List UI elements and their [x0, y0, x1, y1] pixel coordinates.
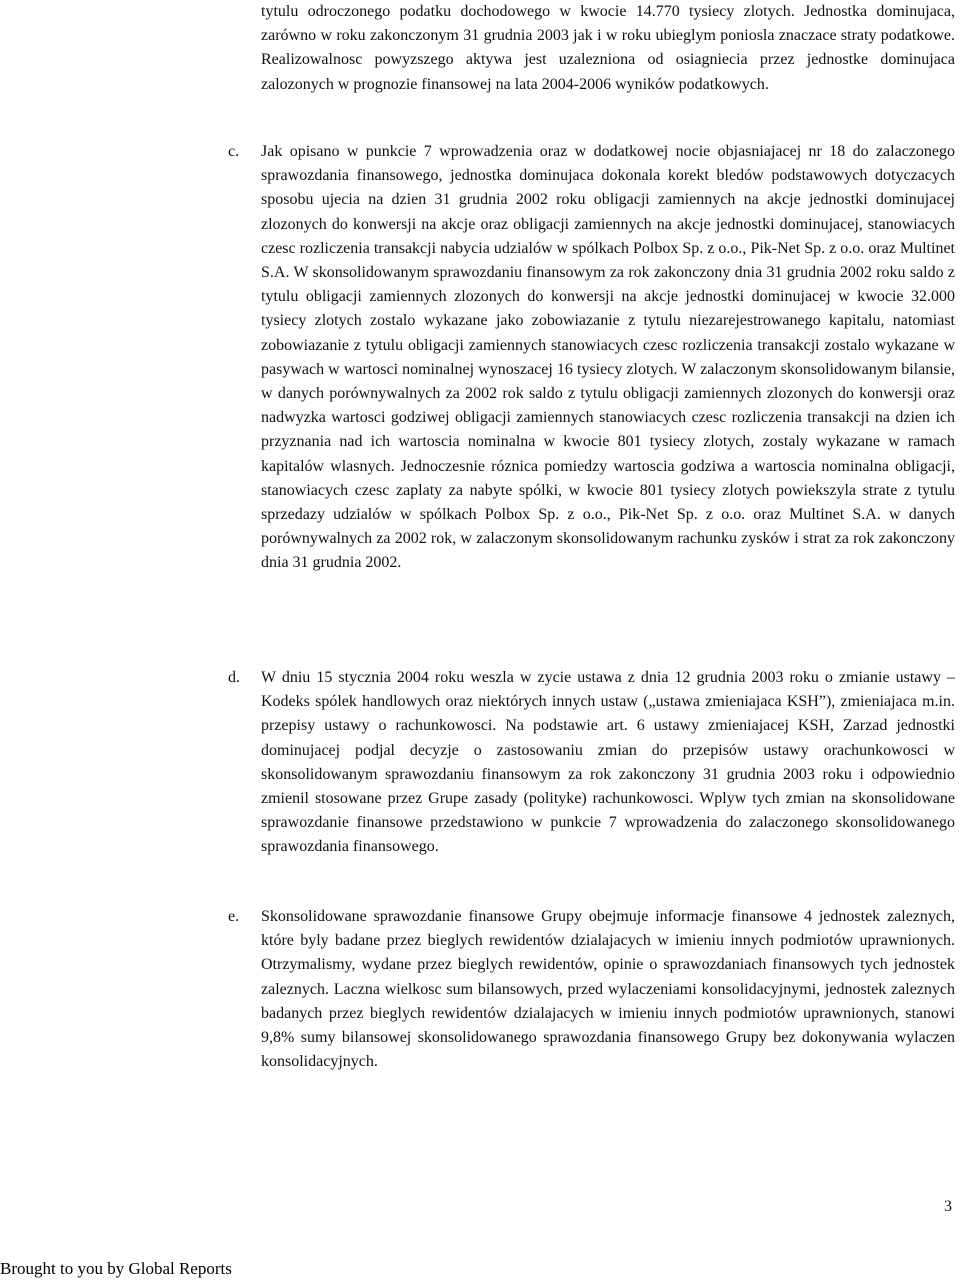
footer-credit: Brought to you by Global Reports	[0, 1259, 232, 1278]
item-d-marker: d.	[228, 669, 240, 686]
page-number: 3	[944, 1198, 952, 1215]
intro-paragraph: tytulu odroczonego podatku dochodowego w kwocie 14.770 tysiecy zlotych. Jednostka dominujaca, zarówno w roku zakonczonym 31 grudnia 2003 jak i w roku ubieglym poniosla znaczace straty podatkowe. Realizowalnosc powyzszego aktywa jest uzalezniona od osiagniecia przez jednostke dominujaca zalozonych w prognozie finansowej na lata 2004-2006 wyników podatkowych.	[261, 3, 955, 93]
item-e-marker: e.	[228, 908, 240, 925]
item-e-paragraph: Skonsolidowane sprawozdanie finansowe Grupy obejmuje informacje finansowe 4 jednostek zaleznych, które byly badane przez bieglych rewidentów dzialajacych w imieniu innych podmiotów uprawnionych. Otrzymalismy, wydane przez bieglych rewidentów, opinie o sprawozdaniach finansowych tych jednostek zaleznych. Laczna wielkosc sum bilansowych, przed wylaczeniami konsolidacyjnymi, jednostek zaleznych badanych przez bieglych rewidentów dzialajacych w imieniu innych podmiotów uprawnionych, stanowi 9,8% sumy bilansowej skonsolidowanego sprawozdania finansowego Grupy bez dokonywania wylaczen konsolidacyjnych.	[261, 908, 955, 1071]
item-c-marker: c.	[228, 143, 240, 160]
item-c-paragraph: Jak opisano w punkcie 7 wprowadzenia oraz w dodatkowej nocie objasniajacej nr 18 do zalaczonego sprawozdania finansowego, jednostka dominujaca dokonala korekt bledów podstawowych dotyczacych sposobu ujecia na dzien 31 grudnia 2002 roku obligacji zamiennych na akcje jednostki dominujacej zlozonych do konwersji na akcje oraz obligacji zamiennych na akcje jednostki dominujacej, stanowiacych czesc rozliczenia transakcji nabycia udzialów w spólkach Polbox Sp. z o.o., Pik-Net Sp. z o.o. oraz Multinet S.A. W skonsolidowanym sprawozdaniu finansowym za rok zakonczony dnia 31 grudnia 2002 roku saldo z tytulu obligacji zamiennych zlozonych do konwersji na akcje jednostki dominujacej w kwocie 32.000 tysiecy zlotych zostalo wykazane jako zobowiazanie z tytulu niezarejestrowanego kapitalu, natomiast zobowiazanie z tytulu obligacji zamiennych stanowiacych czesc rozliczenia transakcji zostalo wykazane w pasywach w wartosci nominalnej wynoszacej 16 tysiecy zlotych. W zalaczonym skonsolidowanym bilansie, w danych porównywalnych za 2002 rok saldo z tytulu obligacji zamiennych zlozonych do konwersji oraz nadwyzka wartosci godziwej obligacji zamiennych stanowiacych czesc rozliczenia transakcji na dzien ich przyznania nad ich wartoscia nominalna w kwocie 801 tysiecy zlotych, zostaly wykazane w ramach kapitalów wlasnych. Jednoczesnie róznica pomiedzy wartoscia godziwa a wartoscia nominalna obligacji, stanowiacych czesc zaplaty za nabyte spólki, w kwocie 801 tysiecy zlotych powiekszyla strate z tytulu sprzedazy udzialów w spólkach Polbox Sp. z o.o., Pik-Net Sp. z o.o. oraz Multinet S.A. w danych porównywalnych za 2002 rok, w zalaczonym skonsolidowanym rachunku zysków i strat za rok zakonczony dnia 31 grudnia 2002.	[261, 143, 955, 572]
item-d-paragraph: W dniu 15 stycznia 2004 roku weszla w zycie ustawa z dnia 12 grudnia 2003 roku o zmianie ustawy – Kodeks spólek handlowych oraz niektórych innych ustaw („ustawa zmieniajaca KSH”), zmieniajaca m.in. przepisy ustawy o rachunkowosci. Na podstawie art. 6 ustawy zmieniajacej KSH, Zarzad jednostki dominujacej podjal decyzje o zastosowaniu zmian do przepisów ustawy orachunkowosci w skonsolidowanym sprawozdaniu finansowym za rok zakonczony 31 grudnia 2003 roku i odpowiednio zmienil stosowane przez Grupe zasady (polityke) rachunkowosci. Wplyw tych zmian na skonsolidowane sprawozdanie finansowe przedstawiono w punkcie 7 wprowadzenia do zalaczonego skonsolidowanego sprawozdania finansowego.	[261, 669, 955, 856]
